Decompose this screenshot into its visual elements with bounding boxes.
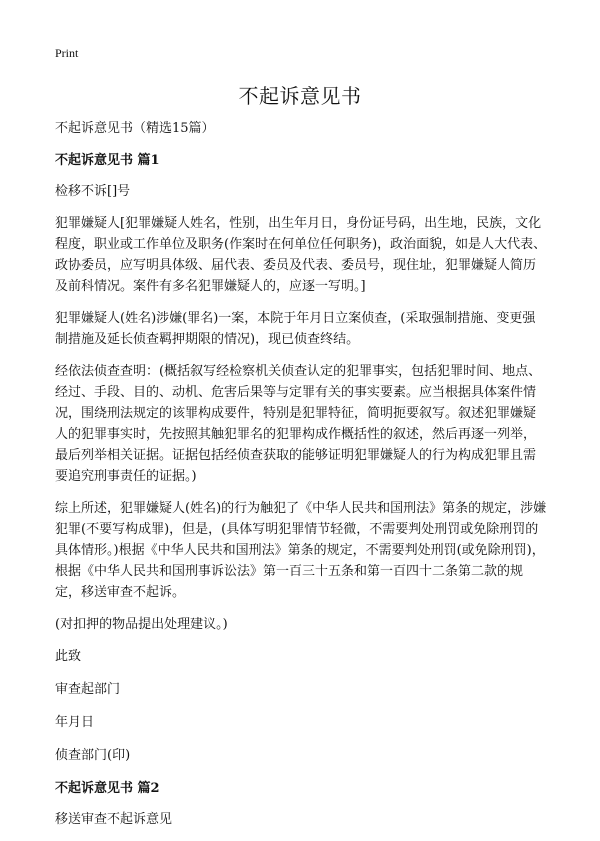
salutation-line: 此致 [55,649,82,664]
case-filing-paragraph: 犯罪嫌疑人(姓名)涉嫌(罪名)一案，本院于年月日立案侦查，(采取强制措施、变更强制措施及延长侦查羁押期限的情况)，现已侦查终结。 [55,311,536,347]
document-subtitle: 不起诉意见书（精选15篇） [55,121,215,136]
document-body [55,118,548,841]
case-number-line: 检移不诉[]号 [55,184,131,199]
date-line: 年月日 [55,715,95,730]
print-link[interactable]: Print [55,46,79,60]
seized-items-paragraph: (对扣押的物品提出处理建议。) [55,617,228,632]
investigation-findings-paragraph: 经依法侦查查明：(概括叙写经检察机关侦查认定的犯罪事实，包括犯罪时间、地点、经过、手段、目的、动机、危害后果等与定罪有关的事实要素。应当根据具体案件情况，围绕刑法规定的该罪构成要件，特别是犯罪特征，简明扼要叙写。叙述犯罪嫌疑人的犯罪事实时，先按照其触犯罪名的犯罪构成作概括性的叙述，然后再逐一列举，最后列举相关证据。证据包括经侦查获取的能够证明犯罪嫌疑人的行为构成犯罪且需要追究刑事责任的证据。) [55,364,542,484]
suspect-info-paragraph: 犯罪嫌疑人[犯罪嫌疑人姓名，性别，出生年月日，身份证号码，出生地，民族，文化程度，职业或工作单位及职务(作案时在何单位任何职务)，政治面貌，如是人大代表、政协委员，应写明具体级、届代表、委员及代表、委员号，现住址，犯罪嫌疑人简历及前科情况。案件有多名犯罪嫌疑人的，应逐一写明。] [55,216,547,294]
section-heading-2: 不起诉意见书 篇2 [55,781,160,796]
conclusion-paragraph: 综上所述，犯罪嫌疑人(姓名)的行为触犯了《中华人民共和国刑法》第条的规定，涉嫌犯罪(不要写构成罪)，但是，(具体写明犯罪情节轻微，不需要判处刑罚或免除刑罚的具体情形。)根据《中华人民共和国刑法》第条的规定，不需要判处刑罚(或免除刑罚)，根据《中华人民共和国刑事诉讼法》第一百三十五条和第一百四十二条第二款的规定，移送审查不起诉。 [55,501,547,600]
section-heading-1: 不起诉意见书 篇1 [55,153,160,168]
signing-department-line: 侦查部门(印) [55,748,131,763]
document-title: 不起诉意见书 [238,84,362,108]
recipient-department-line: 审查起部门 [55,682,121,697]
section-2-first-line: 移送审查不起诉意见 [55,812,173,827]
